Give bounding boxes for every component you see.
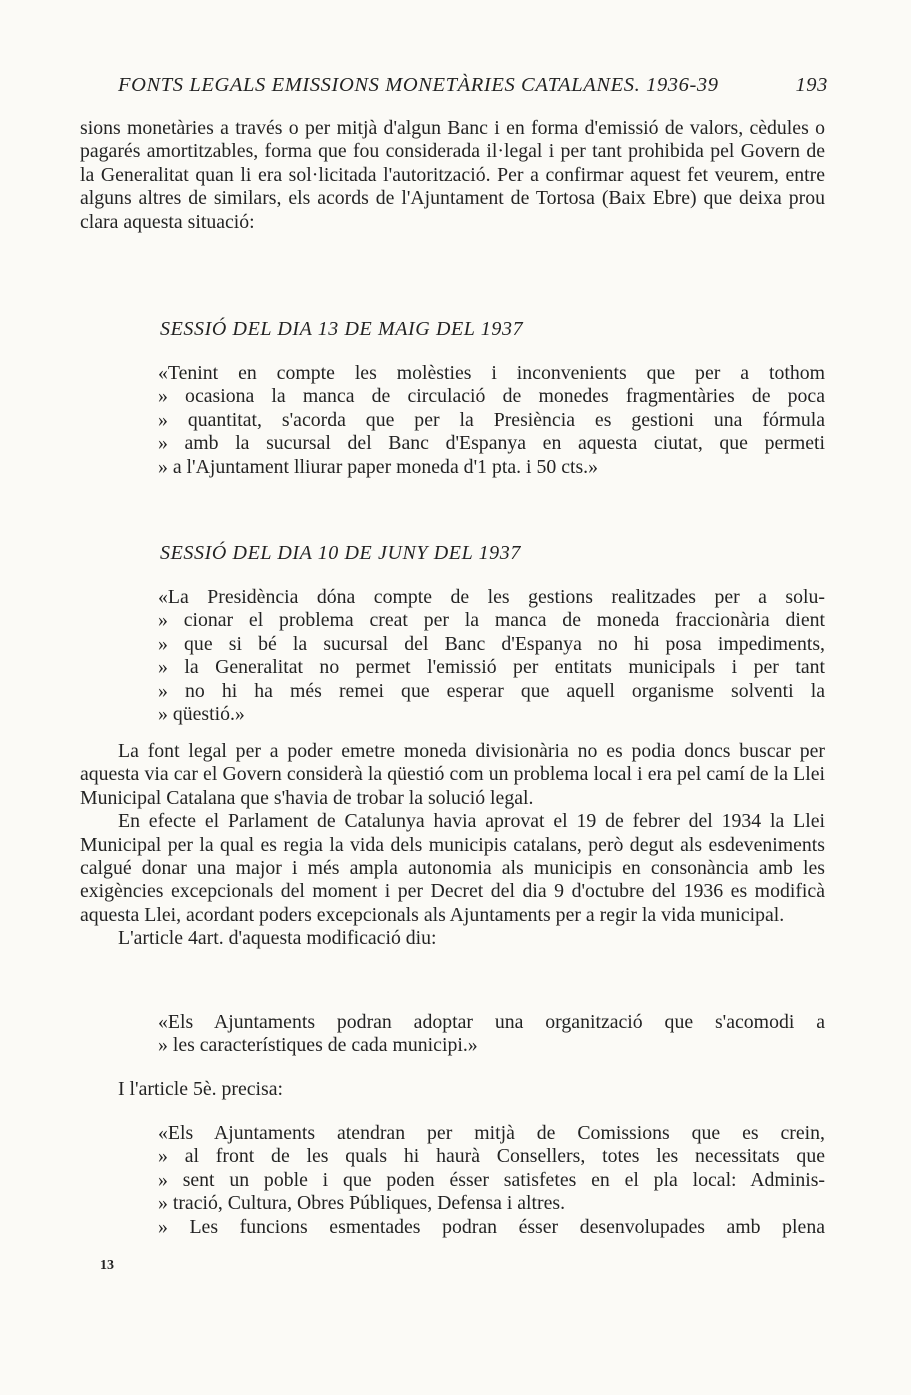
session-2-heading: SESSIÓ DEL DIA 10 DE JUNY DEL 1937: [160, 542, 521, 564]
intro-paragraph-block: [80, 117, 825, 234]
running-header: [118, 74, 828, 97]
quote-line: » a l'Ajuntament lliurar paper moneda d'1 pta. i 50 cts.»: [158, 455, 598, 478]
quote-line: «Els Ajuntaments podran adoptar una organització que s'acomodi a: [158, 1011, 825, 1033]
session-2-quote: [158, 586, 825, 726]
quote-line: «Els Ajuntaments atendran per mitjà de Comissions que es crein,: [158, 1122, 825, 1144]
quote-line: «La Presidència dóna compte de les gestions realitzades per a solu-: [158, 586, 825, 608]
article-5-intro-block: [80, 1078, 825, 1101]
paragraph-en-efecte: En efecte el Parlament de Catalunya havia aprovat el 19 de febrer del 1934 la Llei Municipal per la qual es regia la vida dels municipis catalans, però degut als esdeveniments calgué donar una major i més ampla autonomia als municipis en consonància amb les exigències excepcionals del moment i per Decret del dia 9 d'octubre del 1936 es modificà aquesta Llei, acordant poders excepcionals als Ajuntaments per a regir la vida municipal.: [80, 810, 825, 926]
page-number: 193: [795, 74, 828, 96]
intro-paragraph: sions monetàries a través o per mitjà d'algun Banc i en forma d'emissió de valors, cèdules o pagarés amortitzables, forma que fou considerada il·legal i per tant prohibida pel Govern de la Generalitat quan li era sol·licitada l'autorització. Per a confirmar aquest fet veurem, entre alguns altres de similars, els acords de l'Ajuntament de Tortosa (Baix Ebre) que deixa prou clara aquesta situació:: [80, 117, 825, 233]
quote-line: «Tenint en compte les molèsties i inconvenients que per a tothom: [158, 362, 825, 384]
quote-line: » quantitat, s'acorda que per la Presiència es gestioni una fórmula: [158, 408, 825, 431]
quote-line: » que si bé la sucursal del Banc d'Espanya no hi posa impediments,: [158, 632, 825, 655]
paragraph-article-4-intro: L'article 4art. d'aquesta modificació diu:: [118, 927, 437, 950]
quote-line: » la Generalitat no permet l'emissió per entitats municipals i per tant: [158, 656, 825, 679]
session-1-heading: SESSIÓ DEL DIA 13 DE MAIG DEL 1937: [160, 318, 524, 340]
quote-line: » les característiques de cada municipi.»: [158, 1034, 478, 1057]
quote-line: » al front de les quals hi haurà Consellers, totes les necessitats que: [158, 1145, 825, 1168]
session-1-quote: [158, 362, 825, 479]
quote-line: » Les funcions esmentades podran ésser desenvolupades amb plena: [158, 1215, 825, 1238]
paragraph-font-legal: La font legal per a poder emetre moneda divisionària no es podia doncs buscar per aquesta via car el Govern considerà la qüestió com un problema local i era pel camí de la Llei Municipal Catalana que s'havia de trobar la solució legal.: [80, 740, 825, 809]
quote-line: » ocasiona la manca de circulació de monedes fragmentàries de poca: [158, 385, 825, 408]
quote-line: » tració, Cultura, Obres Públiques, Defensa i altres.: [158, 1192, 566, 1215]
signature-mark: 13: [100, 1258, 114, 1273]
running-header-title: FONTS LEGALS EMISSIONS MONETÀRIES CATALANES. 1936-39: [118, 74, 719, 96]
quote-line: » qüestió.»: [158, 703, 245, 726]
quote-line: » cionar el problema creat per la manca de moneda fraccionària dient: [158, 609, 825, 632]
quote-line: » amb la sucursal del Banc d'Espanya en aquesta ciutat, que permeti: [158, 432, 825, 455]
quote-line: » sent un poble i que poden ésser satisfetes en el pla local: Adminis-: [158, 1168, 825, 1191]
article-4-quote: [158, 1011, 825, 1058]
quote-line: » no hi ha més remei que esperar que aquell organisme solventi la: [158, 679, 825, 702]
article-5-quote: [158, 1122, 825, 1239]
paragraph-article-5-intro: I l'article 5è. precisa:: [118, 1078, 284, 1100]
main-paragraphs-block: [80, 740, 825, 951]
